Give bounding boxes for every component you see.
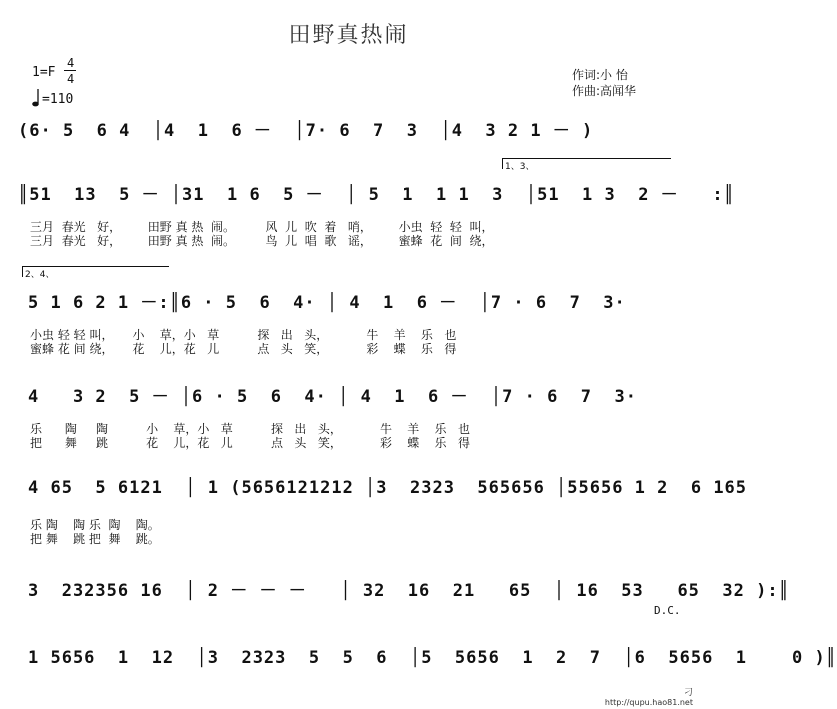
staff-row-1 [0, 180, 735, 216]
lyric-line-1: 乐 陶 陶 乐 陶 陶。 [30, 518, 160, 532]
staff-row-6 [0, 648, 837, 684]
notes: 3 232356 16 │ 2 － － － │ 32 16 21 65 │ 16 53 65 32 ):║ [28, 581, 790, 601]
lyric-line-2: 三月 春光 好， 田野 真 热 闹。 鸟 儿 唱 歌 谣， 蜜蜂 花 间 绕， [30, 234, 494, 248]
key-signature: 1=F [32, 65, 56, 80]
lyric-line-1: 乐 陶 陶 小 草，小 草 探 出 头， 牛 羊 乐 也 [30, 422, 470, 436]
volta-bracket-second: 2、4、 [22, 266, 169, 277]
corner-mark: 刁 [683, 688, 693, 698]
staff-row-intro [0, 116, 697, 152]
lyric-line-2: 蜜蜂 花 间 绕， 花 儿，花 儿 点 头 笑， 彩 蝶 乐 得 [30, 342, 457, 356]
lyric-line-1: 三月 春光 好， 田野 真 热 闹。 风 儿 吹 着 哨， 小虫 轻 轻 叫， [30, 220, 494, 234]
notes: (6· 5 6 4 │4 1 6 － │7· 6 7 3 │4 3 2 1 － ) [18, 121, 594, 141]
volta-bracket-first: 1、3、 [502, 158, 671, 169]
lyricist-credit: 作词:小 怡 [572, 68, 628, 82]
composer-credit: 作曲:高闻华 [572, 84, 637, 98]
source-site-text: http://qupu.hao81.net [604, 698, 693, 707]
lyric-line-2: 把 舞 跳 花 儿，花 儿 点 头 笑， 彩 蝶 乐 得 [30, 436, 470, 450]
time-signature-top: 4 [67, 56, 75, 70]
notes: ║51 13 5 － │31 1 6 5 － │ 5 1 1 1 3 │51 1 3 2 － :║ [18, 185, 735, 205]
staff-row-5 [0, 576, 790, 612]
lyric-line-1: 小虫 轻 轻 叫， 小 草，小 草 探 出 头， 牛 羊 乐 也 [30, 328, 457, 342]
staff-row-3 [0, 382, 697, 418]
staff-row-2 [0, 288, 697, 324]
notes: 5 1 6 2 1 －:║6 · 5 6 4· │ 4 1 6 － │7 · 6 7 3· [28, 293, 626, 313]
quarter-note-icon [32, 88, 40, 108]
time-signature-divider [64, 70, 76, 71]
staff-row-4 [0, 478, 748, 514]
lyric-line-2: 把 舞 跳 把 舞 跳。 [30, 532, 160, 546]
tempo-value: =110 [42, 92, 74, 107]
song-title: 田野真热闹 [288, 23, 409, 48]
da-capo-mark: D.C. [654, 604, 681, 617]
time-signature-bottom: 4 [67, 72, 75, 86]
notes: 4 65 5 6121 │ 1 (5656121212 │3 2323 565656 │55656 1 2 6 165 [28, 478, 748, 498]
notes: 1 5656 1 12 │3 2323 5 5 6 │5 5656 1 2 7 │6 5656 1 0 )║ [28, 648, 837, 668]
notes: 4 3 2 5 － │6 · 5 6 4· │ 4 1 6 － │7 · 6 7 3· [28, 387, 637, 407]
